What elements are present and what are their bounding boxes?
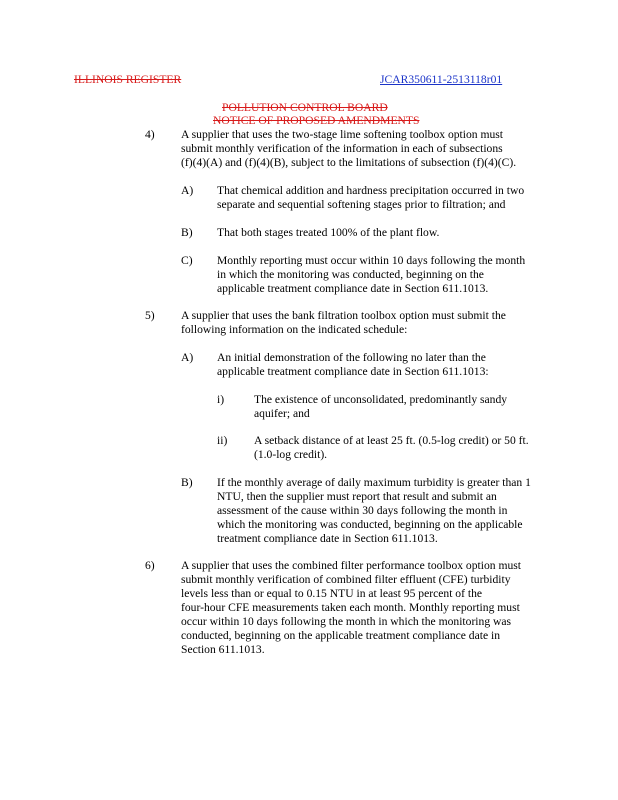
sub-text-line: That both stages treated 100% of the plant flow.	[217, 226, 440, 239]
subsub-text-line: aquifer; and	[254, 407, 310, 420]
sub-text-line: Monthly reporting must occur within 10 days following the month	[217, 254, 526, 267]
agency-name: POLLUTION CONTROL BOARD	[222, 101, 388, 114]
sub-label: B)	[181, 476, 193, 489]
sub-text-line: assessment of the cause within 30 days following the month in	[217, 504, 508, 517]
item-text-line: Section 611.1013.	[181, 643, 265, 656]
sub-text-line: which the monitoring was conducted, beginning on the applicable	[217, 518, 523, 531]
sub-label: A)	[181, 351, 194, 364]
subsub-label: i)	[217, 393, 225, 406]
sub-label: B)	[181, 226, 193, 239]
sub-text-line: NTU, then the supplier must report that result and submit an	[217, 490, 497, 503]
item-text-line: A supplier that uses the bank filtration toolbox option must submit the	[181, 309, 506, 322]
sub-label: A)	[181, 184, 194, 197]
sub-text-line: If the monthly average of daily maximum turbidity is greater than 1	[217, 476, 531, 489]
sub-text-line: applicable treatment compliance date in Section 611.1013:	[217, 365, 489, 378]
subsub-text-line: (1.0-log credit).	[254, 448, 328, 461]
sub-text-line: treatment compliance date in Section 611.1013.	[217, 532, 438, 545]
sub-text-line: An initial demonstration of the following no later than the	[217, 351, 486, 364]
notice-title: NOTICE OF PROPOSED AMENDMENTS	[213, 114, 420, 127]
item-text-line: submit monthly verification of combined filter effluent (CFE) turbidity	[181, 573, 511, 586]
sub-label: C)	[181, 254, 193, 267]
item-text-line: submit monthly verification of the information in each of subsections	[181, 142, 503, 155]
item-text-line: (f)(4)(A) and (f)(4)(B), subject to the limitations of subsection (f)(4)(C).	[181, 156, 517, 169]
item-text-line: occur within 10 days following the month in which the monitoring was	[181, 615, 512, 628]
item-number: 6)	[145, 559, 155, 572]
item-text-line: A supplier that uses the combined filter performance toolbox option must	[181, 559, 522, 572]
item-text-line: conducted, beginning on the applicable treatment compliance date in	[181, 629, 501, 642]
sub-text-line: in which the monitoring was conducted, beginning on the	[217, 268, 484, 281]
sub-text-line: That chemical addition and hardness precipitation occurred in two	[217, 184, 525, 197]
jcar-reference-link[interactable]: JCAR350611-2513118r01	[380, 73, 503, 86]
subsub-text-line: The existence of unconsolidated, predominantly sandy	[254, 393, 508, 406]
sub-text-line: separate and sequential softening stages prior to filtration; and	[217, 198, 506, 211]
sub-text-line: applicable treatment compliance date in Section 611.1013.	[217, 282, 489, 295]
item-text-line: four-hour CFE measurements taken each month. Monthly reporting must	[181, 601, 520, 614]
subsub-label: ii)	[217, 434, 228, 447]
subsub-text-line: A setback distance of at least 25 ft. (0.5-log credit) or 50 ft.	[254, 434, 529, 447]
item-text-line: following information on the indicated schedule:	[181, 323, 408, 336]
item-number: 5)	[145, 309, 155, 322]
item-text-line: levels less than or equal to 0.15 NTU in at least 95 percent of the	[181, 587, 483, 600]
register-title: ILLINOIS REGISTER	[74, 73, 182, 86]
item-number: 4)	[145, 128, 155, 141]
item-text-line: A supplier that uses the two-stage lime softening toolbox option must	[181, 128, 504, 141]
